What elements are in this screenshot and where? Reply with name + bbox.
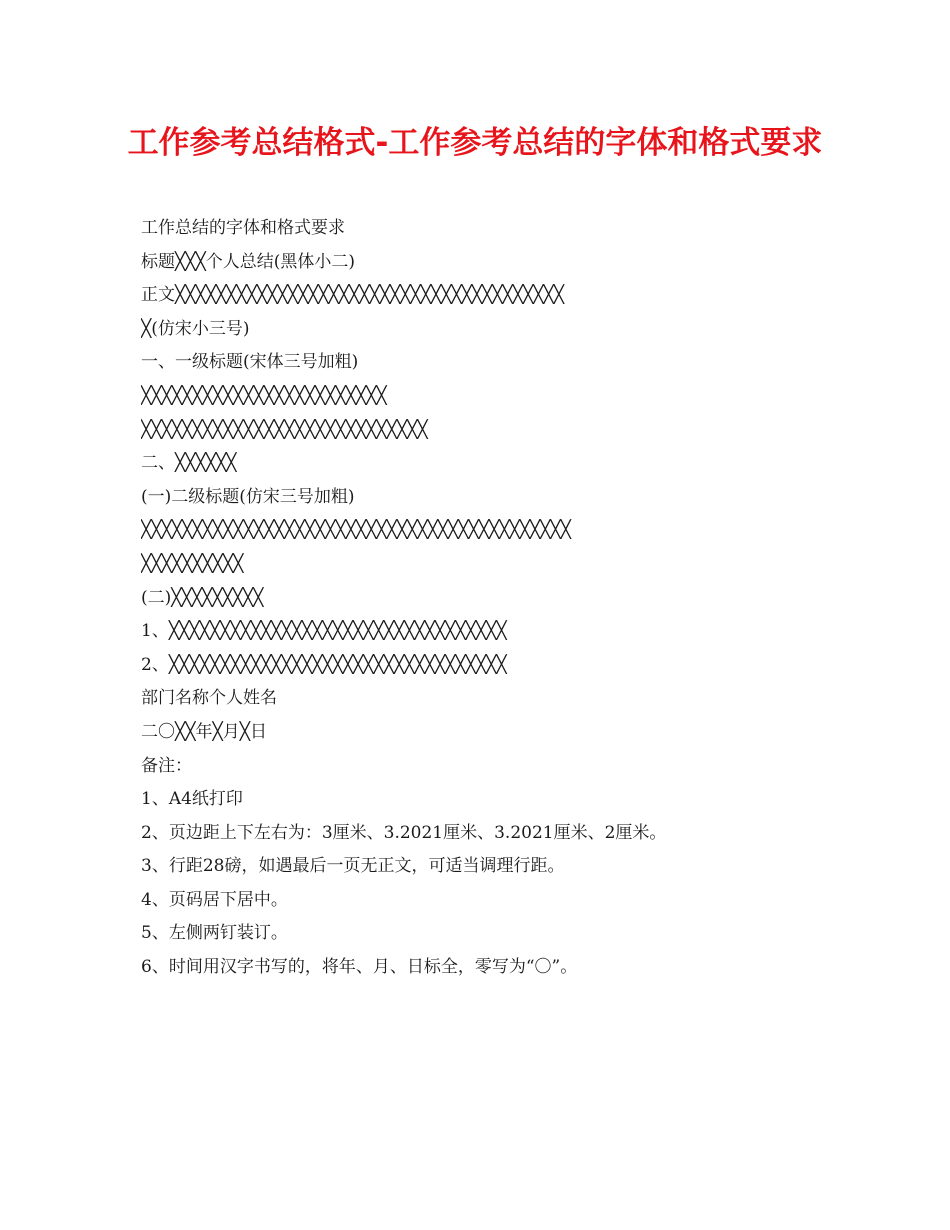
body-line: (一)二级标题(仿宋三号加粗) xyxy=(141,486,355,507)
body-line: 二〇╳╳年╳月╳日 xyxy=(141,721,267,742)
body-line: 备注： xyxy=(141,755,192,776)
body-line: 工作总结的字体和格式要求 xyxy=(141,218,345,238)
body-line: ╳╳╳╳╳╳╳╳╳╳╳╳╳╳╳╳╳╳╳╳╳╳╳╳╳╳╳╳ xyxy=(141,419,428,440)
body-line: ╳╳╳╳╳╳╳╳╳╳╳╳╳╳╳╳╳╳╳╳╳╳╳╳ xyxy=(141,385,387,406)
document-body xyxy=(141,212,821,985)
body-line: 4、页码居下居中。 xyxy=(141,889,288,910)
body-line: 二、╳╳╳╳╳╳ xyxy=(141,453,237,474)
body-line: 1、A4纸打印 xyxy=(141,789,243,810)
body-line: 部门名称个人姓名 xyxy=(141,688,277,709)
body-line: ╳(仿宋小三号) xyxy=(141,318,250,339)
body-line: 2、页边距上下左右为：3厘米、3.2021厘米、3.2021厘米、2厘米。 xyxy=(141,822,667,843)
body-line: (二)╳╳╳╳╳╳╳╳╳ xyxy=(141,587,264,608)
body-line: 2、╳╳╳╳╳╳╳╳╳╳╳╳╳╳╳╳╳╳╳╳╳╳╳╳╳╳╳╳╳╳╳╳╳ xyxy=(141,654,507,675)
body-line: 6、时间用汉字书写的，将年、月、日标全，零写为“〇”。 xyxy=(141,957,578,978)
body-line: 标题╳╳╳个人总结(黑体小二) xyxy=(141,251,355,272)
body-line: 3、行距28磅，如遇最后一页无正文，可适当调理行距。 xyxy=(141,856,565,877)
body-line: 正文╳╳╳╳╳╳╳╳╳╳╳╳╳╳╳╳╳╳╳╳╳╳╳╳╳╳╳╳╳╳╳╳╳╳╳╳╳╳ xyxy=(141,285,564,306)
body-line: ╳╳╳╳╳╳╳╳╳╳╳╳╳╳╳╳╳╳╳╳╳╳╳╳╳╳╳╳╳╳╳╳╳╳╳╳╳╳╳╳╳╳ xyxy=(141,520,571,541)
body-line: ╳╳╳╳╳╳╳╳╳╳ xyxy=(141,553,244,574)
body-line: 5、左侧两钉装订。 xyxy=(141,923,288,944)
document-title: 工作参考总结格式-工作参考总结的字体和格式要求 xyxy=(127,125,823,161)
body-line: 1、╳╳╳╳╳╳╳╳╳╳╳╳╳╳╳╳╳╳╳╳╳╳╳╳╳╳╳╳╳╳╳╳╳ xyxy=(141,621,507,642)
body-line: 一、一级标题(宋体三号加粗) xyxy=(141,352,359,373)
